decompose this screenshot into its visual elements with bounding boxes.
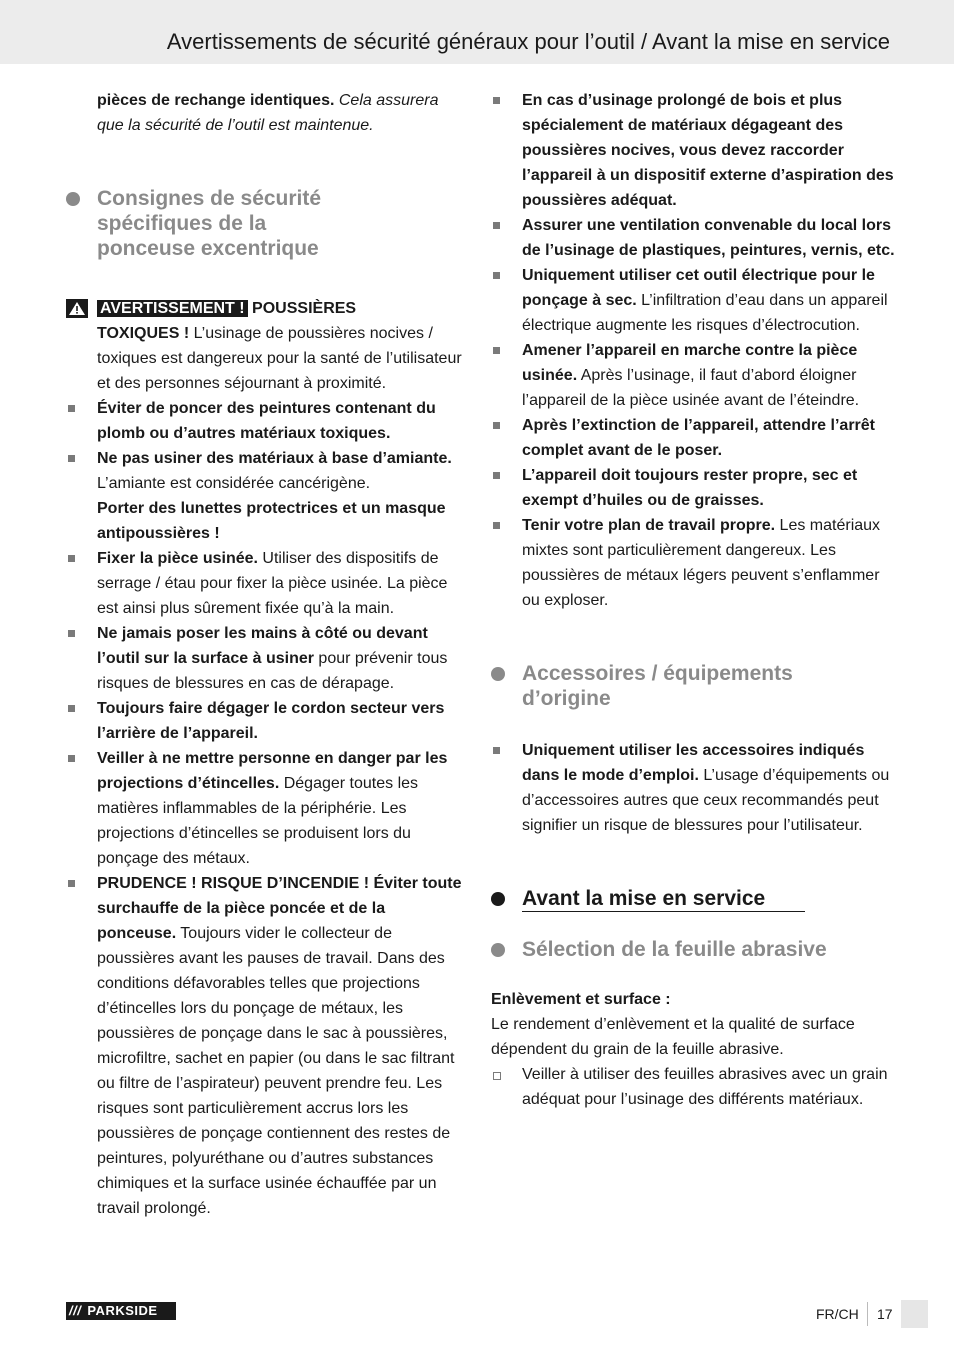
- intro-paragraph: [66, 88, 466, 138]
- list-item: [491, 738, 896, 838]
- bullet-dot-icon: [491, 892, 505, 906]
- item-bold: Toujours faire dégager le cordon secteur vers l’arrière de l’appareil.: [97, 700, 445, 742]
- square-bullet-icon: [493, 222, 500, 229]
- list-item: [491, 513, 896, 613]
- square-bullet-icon: [68, 880, 75, 887]
- list-item: [66, 546, 466, 621]
- item-text: Les matériaux mixtes sont particulièrement dangereux. Les poussières de métaux légers peuvent s’enflammer ou exploser.: [522, 517, 881, 609]
- dust-warning: [66, 296, 466, 396]
- page-header: [0, 0, 954, 64]
- square-bullet-icon: [493, 97, 500, 104]
- warning-bold: TOXIQUES !: [97, 325, 190, 342]
- list-item: [66, 746, 466, 871]
- page-number: 17: [877, 1306, 893, 1322]
- list-item: [491, 263, 896, 338]
- section-title-line: spécifiques de la: [97, 212, 267, 235]
- list-item: [66, 871, 466, 1221]
- item-text: Toujours vider le collecteur de poussières avant les pauses de travail. Dans des conditions défavorables telles que projections d’étincelles lors du ponçage de métaux, les poussières de ponçage dans le sac à poussières, microfiltre, sachet en papier (ou dans le sac filtrant ou filtre de l’aspirateur) peuvent prendre feu. Les risques sont particulièrement accrus lors les poussières de ponçage contiennent des restes de peintures, polyuréthane ou d’autres substances chimiques et la surface usinée échauffée par un travail prolongé.: [97, 925, 455, 1217]
- checkbox-item: [491, 1062, 896, 1112]
- left-column: [66, 88, 466, 1221]
- square-bullet-icon: [493, 422, 500, 429]
- list-item: [66, 446, 466, 496]
- section-accessories-heading: [491, 661, 896, 711]
- list-item: [491, 338, 896, 413]
- square-bullet-icon: [493, 472, 500, 479]
- intro-italic: Cela assurera que la sécurité de l’outil est maintenue.: [97, 92, 439, 134]
- section-before-use-heading: [491, 886, 896, 912]
- list-item: [491, 463, 896, 513]
- section-title: Sélection de la feuille abrasive: [522, 938, 827, 961]
- item-bold: Amener l’appareil en marche contre la pièce usinée.: [522, 342, 858, 384]
- item-text: L’usage d’équipements ou d’accessoires autres que ceux recommandés peut signifier un risque de blessures pour l’utilisateur.: [522, 767, 890, 834]
- intro-bold: pièces de rechange identiques.: [97, 92, 335, 109]
- item-bold: Ne pas usiner des matériaux à base d’amiante.: [97, 450, 452, 467]
- item-bold: Veiller à ne mettre personne en danger par les projections d’étincelles.: [97, 750, 448, 792]
- item-text: Dégager toutes les matières inflammables de la périphérie. Les projections d’étincelles se produisent lors du ponçage des métaux.: [97, 775, 419, 867]
- item-bold: PRUDENCE ! RISQUE D’INCENDIE ! Éviter toute surchauffe de la pièce poncée et de la ponceuse.: [97, 875, 462, 942]
- item-bold: Ne jamais poser les mains à côté ou devant l’outil sur la surface à usiner: [97, 625, 428, 667]
- section-title: Avant la mise en service: [522, 886, 805, 912]
- item-bold: Tenir votre plan de travail propre.: [522, 517, 776, 534]
- parkside-logo: [66, 1302, 176, 1320]
- item-bold: Assurer une ventilation convenable du local lors de l’usinage de plastiques, peintures, vernis, etc.: [522, 217, 895, 259]
- square-bullet-icon: [68, 755, 75, 762]
- square-bullet-icon: [493, 347, 500, 354]
- square-bullet-icon: [68, 405, 75, 412]
- bullet-dot-icon: [491, 667, 505, 681]
- bullet-dot-icon: [491, 943, 505, 957]
- square-bullet-icon: [68, 555, 75, 562]
- item-text: Veiller à utiliser des feuilles abrasives avec un grain adéquat pour l’usinage des différents matériaux.: [522, 1066, 888, 1108]
- list-item: [66, 696, 466, 746]
- list-item: [491, 413, 896, 463]
- section-ponceuse-heading: [66, 186, 466, 261]
- item-bold: Uniquement utiliser cet outil électrique pour le ponçage à sec.: [522, 267, 875, 309]
- section-abrasive-heading: [491, 937, 896, 962]
- square-bullet-icon: [493, 522, 500, 529]
- item-text: pour prévenir tous risques de blessures en cas de dérapage.: [97, 650, 448, 692]
- item-bold: Uniquement utiliser les accessoires indiqués dans le mode d’emploi.: [522, 742, 865, 784]
- list-item: [66, 396, 466, 446]
- square-bullet-icon: [68, 455, 75, 462]
- language-code: FR/CH: [816, 1306, 859, 1322]
- list-item: [66, 621, 466, 696]
- item-text: Après l’usinage, il faut d’abord éloigner l’appareil de la pièce usinée avant de l’éteindre.: [522, 367, 860, 409]
- warning-triangle-icon: [66, 299, 88, 318]
- body-text: Le rendement d’enlèvement et la qualité de surface dépendent du grain de la feuille abrasive.: [491, 1016, 855, 1058]
- list-item: [491, 213, 896, 263]
- item-text: Utiliser des dispositifs de serrage / étau pour fixer la pièce usinée. La pièce est ainsi plus sûrement fixée qu’à la main.: [97, 550, 448, 617]
- footer-tab-box: [901, 1300, 928, 1328]
- footer-divider: [867, 1302, 868, 1326]
- item-text: L’amiante est considérée cancérigène.: [97, 475, 371, 492]
- warning-bold: POUSSIÈRES: [247, 300, 357, 317]
- item-bold: Éviter de poncer des peintures contenant du plomb ou d’autres matériaux toxiques.: [97, 400, 436, 442]
- warning-label: AVERTISSEMENT !: [97, 300, 248, 317]
- asbestos-note: Porter des lunettes protectrices et un masque antipoussières !: [97, 500, 446, 542]
- item-bold: L’appareil doit toujours rester propre, sec et exempt d’huiles ou de graisses.: [522, 467, 858, 509]
- square-bullet-icon: [68, 705, 75, 712]
- section-title-line: ponceuse excentrique: [97, 237, 319, 260]
- bullet-dot-icon: [66, 192, 80, 206]
- empty-square-bullet-icon: [493, 1072, 501, 1080]
- subheading: Enlèvement et surface :: [491, 991, 671, 1008]
- header-title: Avertissements de sécurité généraux pour l’outil / Avant la mise en service: [166, 29, 890, 54]
- item-bold: Fixer la pièce usinée.: [97, 550, 258, 567]
- warning-text: L’usinage de poussières nocives / toxiques est dangereux pour la santé de l’utilisateur et des personnes séjournant à proximité.: [97, 325, 462, 392]
- logo-stripes: ///: [69, 1303, 82, 1318]
- square-bullet-icon: [493, 747, 500, 754]
- square-bullet-icon: [493, 272, 500, 279]
- item-bold: Après l’extinction de l’appareil, attendre l’arrêt complet avant de le poser.: [522, 417, 875, 459]
- item-text: L’infiltration d’eau dans un appareil électrique augmente les risques d’électrocution.: [522, 292, 888, 334]
- square-bullet-icon: [68, 630, 75, 637]
- right-column: [491, 88, 896, 1112]
- section-title-line: d’origine: [522, 687, 611, 710]
- section-title-line: Consignes de sécurité: [97, 187, 322, 210]
- logo-text: PARKSIDE: [87, 1303, 158, 1318]
- item-bold: En cas d’usinage prolongé de bois et plus spécialement de matériaux dégageant des poussières nocives, vous devez raccorder l’appareil à un dispositif externe d’aspiration des poussières adéquat.: [522, 92, 894, 209]
- list-item: [491, 88, 896, 213]
- section-title-line: Accessoires / équipements: [522, 662, 793, 685]
